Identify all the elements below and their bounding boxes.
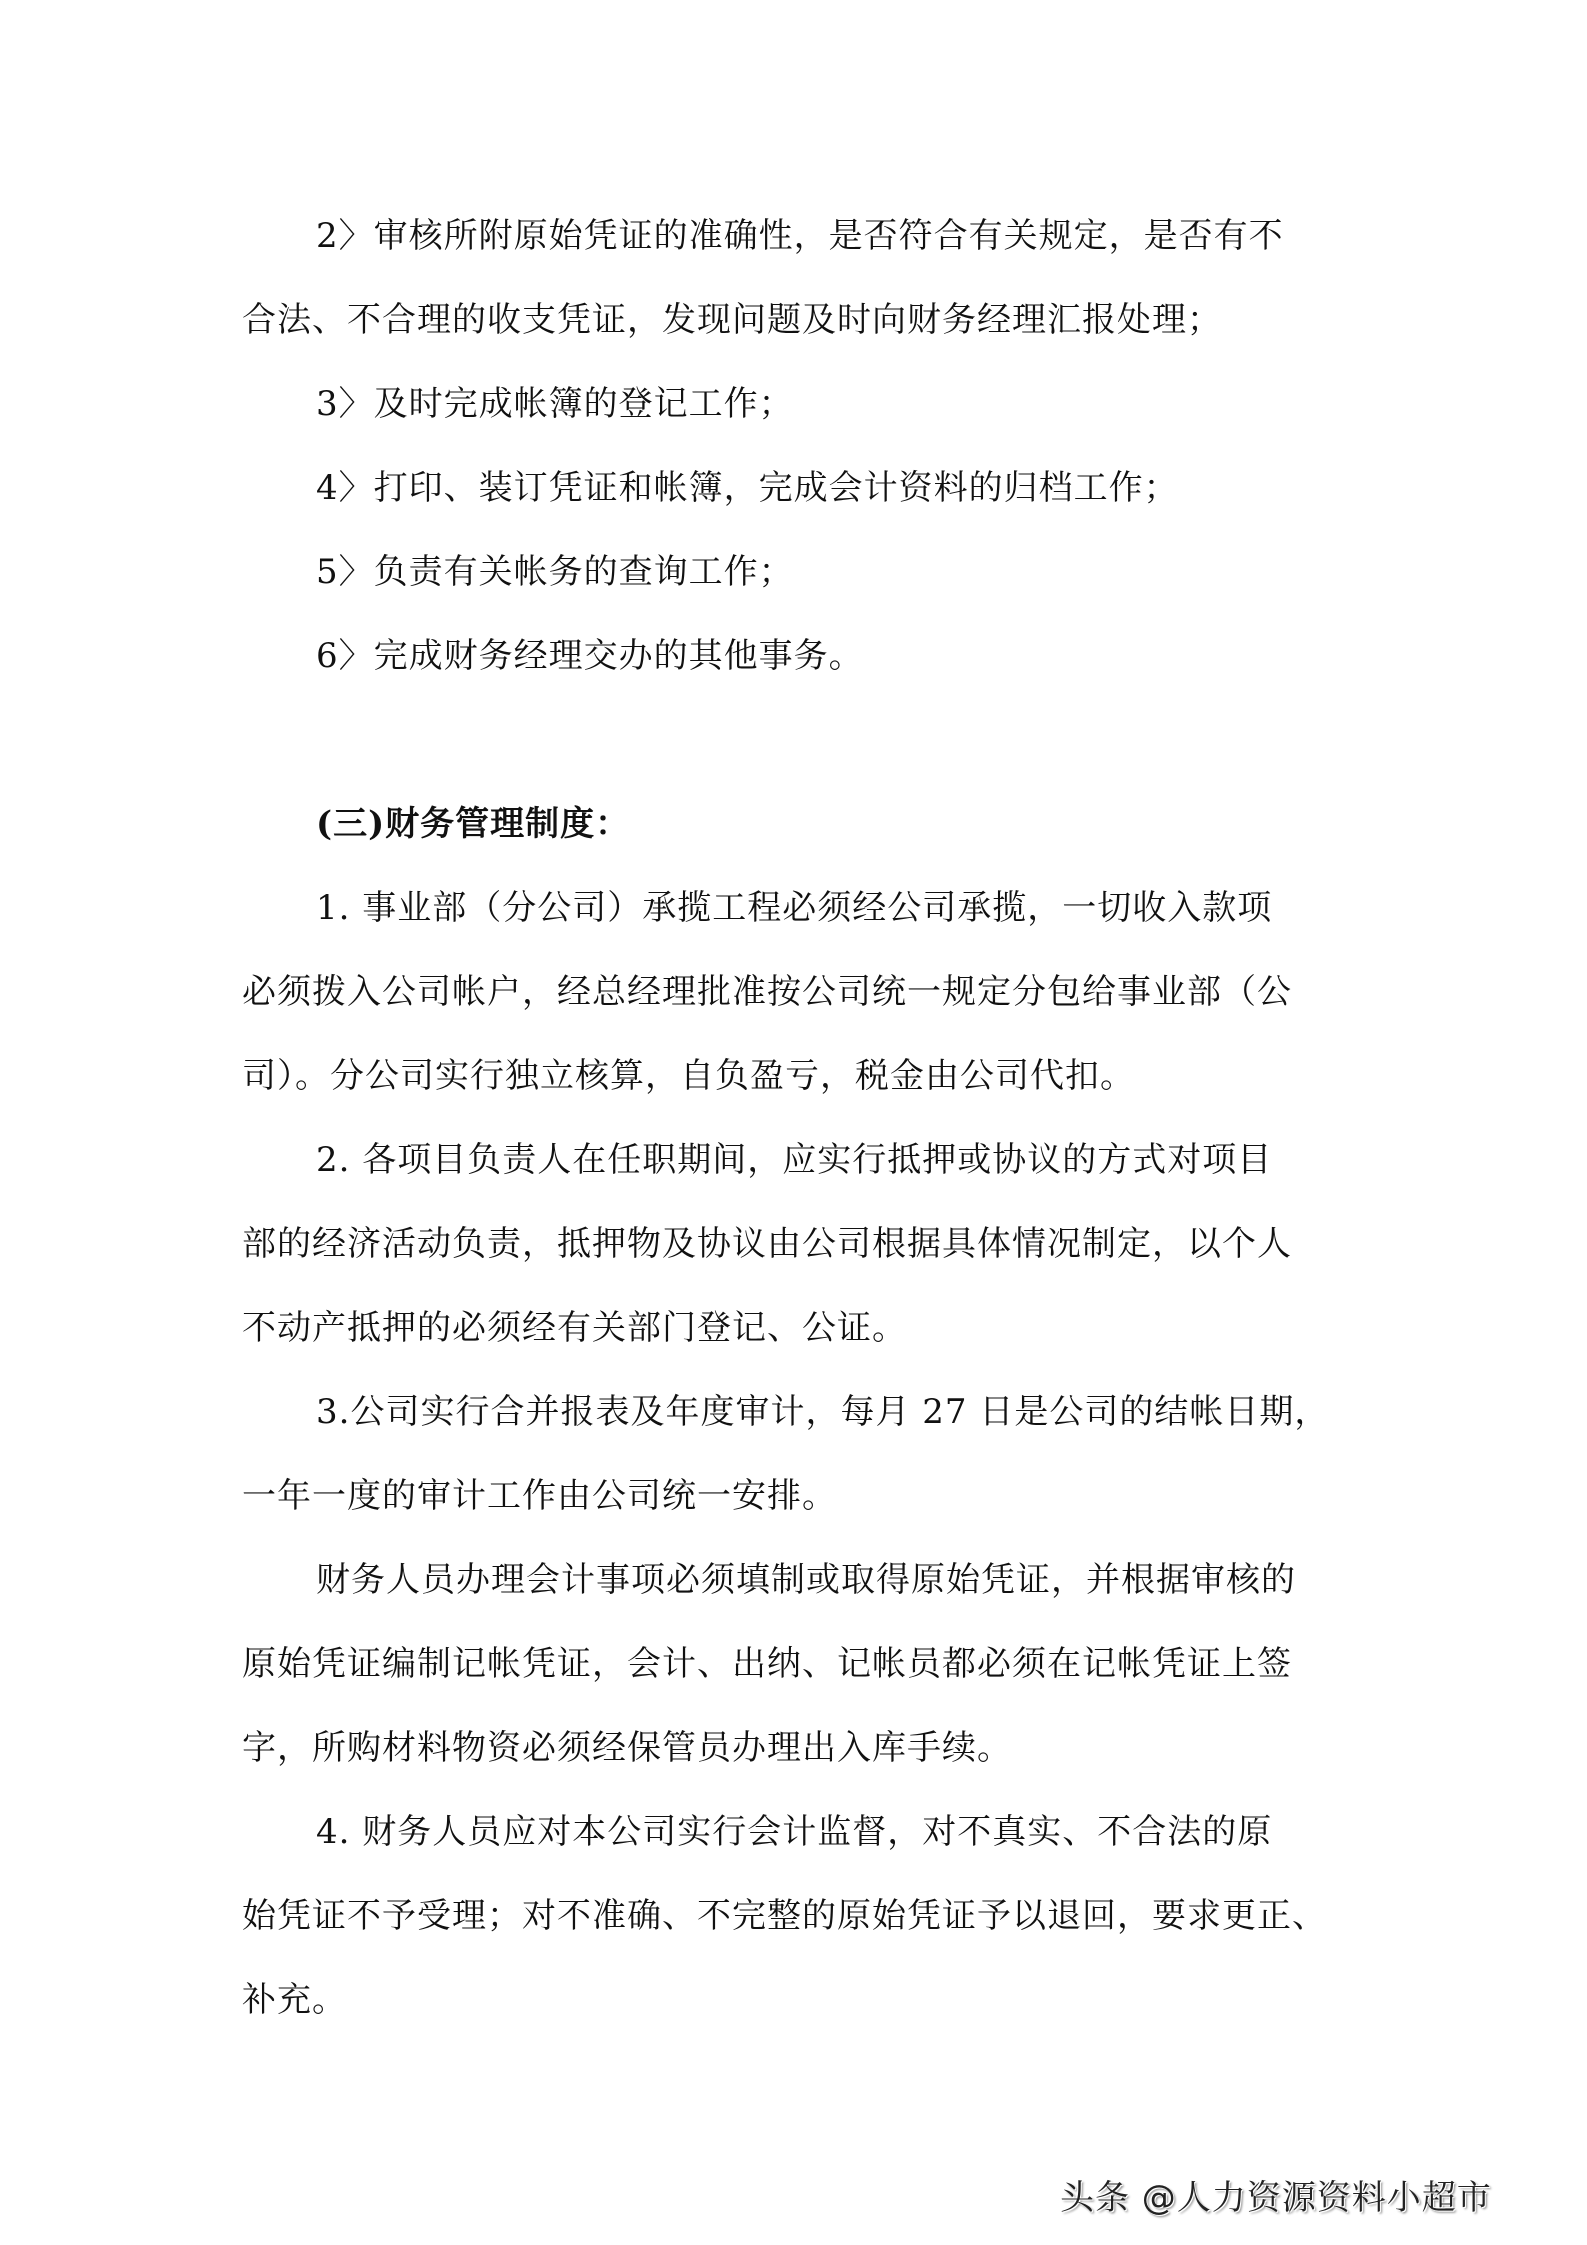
watermark: 头条 @人力资源资料小超市 [1060, 2178, 1492, 2218]
paragraph-line: 必须拨入公司帐户，经总经理批准按公司统一规定分包给事业部（公 [242, 972, 1292, 1012]
paragraph-line: 财务人员办理会计事项必须填制或取得原始凭证，并根据审核的 [316, 1560, 1296, 1600]
paragraph-line: 4〉打印、装订凭证和帐簿，完成会计资料的归档工作； [316, 468, 1179, 508]
paragraph-line: 3.公司实行合并报表及年度审计，每月 27 日是公司的结帐日期， [316, 1392, 1330, 1432]
paragraph-line: 4. 财务人员应对本公司实行会计监督，对不真实、不合法的原 [316, 1812, 1273, 1852]
section-heading: (三)财务管理制度： [316, 804, 631, 844]
paragraph-line: 补充。 [242, 1980, 347, 2020]
paragraph-line: 字，所购材料物资必须经保管员办理出入库手续。 [242, 1728, 1012, 1768]
paragraph-line: 1. 事业部（分公司）承揽工程必须经公司承揽，一切收入款项 [316, 888, 1273, 928]
paragraph-line: 不动产抵押的必须经有关部门登记、公证。 [242, 1308, 907, 1348]
paragraph-line: 2. 各项目负责人在任职期间，应实行抵押或协议的方式对项目 [316, 1140, 1273, 1180]
paragraph-line: 原始凭证编制记帐凭证，会计、出纳、记帐员都必须在记帐凭证上签 [242, 1644, 1292, 1684]
paragraph-line: 6〉完成财务经理交办的其他事务。 [316, 636, 864, 676]
paragraph-line: 5〉负责有关帐务的查询工作； [316, 552, 794, 592]
paragraph-line: 2〉审核所附原始凭证的准确性，是否符合有关规定，是否有不 [316, 216, 1284, 256]
paragraph-line: 一年一度的审计工作由公司统一安排。 [242, 1476, 837, 1516]
paragraph-line: 始凭证不予受理；对不准确、不完整的原始凭证予以退回，要求更正、 [242, 1896, 1327, 1936]
paragraph-line: 合法、不合理的收支凭证，发现问题及时向财务经理汇报处理； [242, 300, 1222, 340]
paragraph-line: 3〉及时完成帐簿的登记工作； [316, 384, 794, 424]
paragraph-line: 部的经济活动负责，抵押物及协议由公司根据具体情况制定，以个人 [242, 1224, 1292, 1264]
paragraph-line: 司）。分公司实行独立核算，自负盈亏，税金由公司代扣。 [242, 1056, 1135, 1096]
